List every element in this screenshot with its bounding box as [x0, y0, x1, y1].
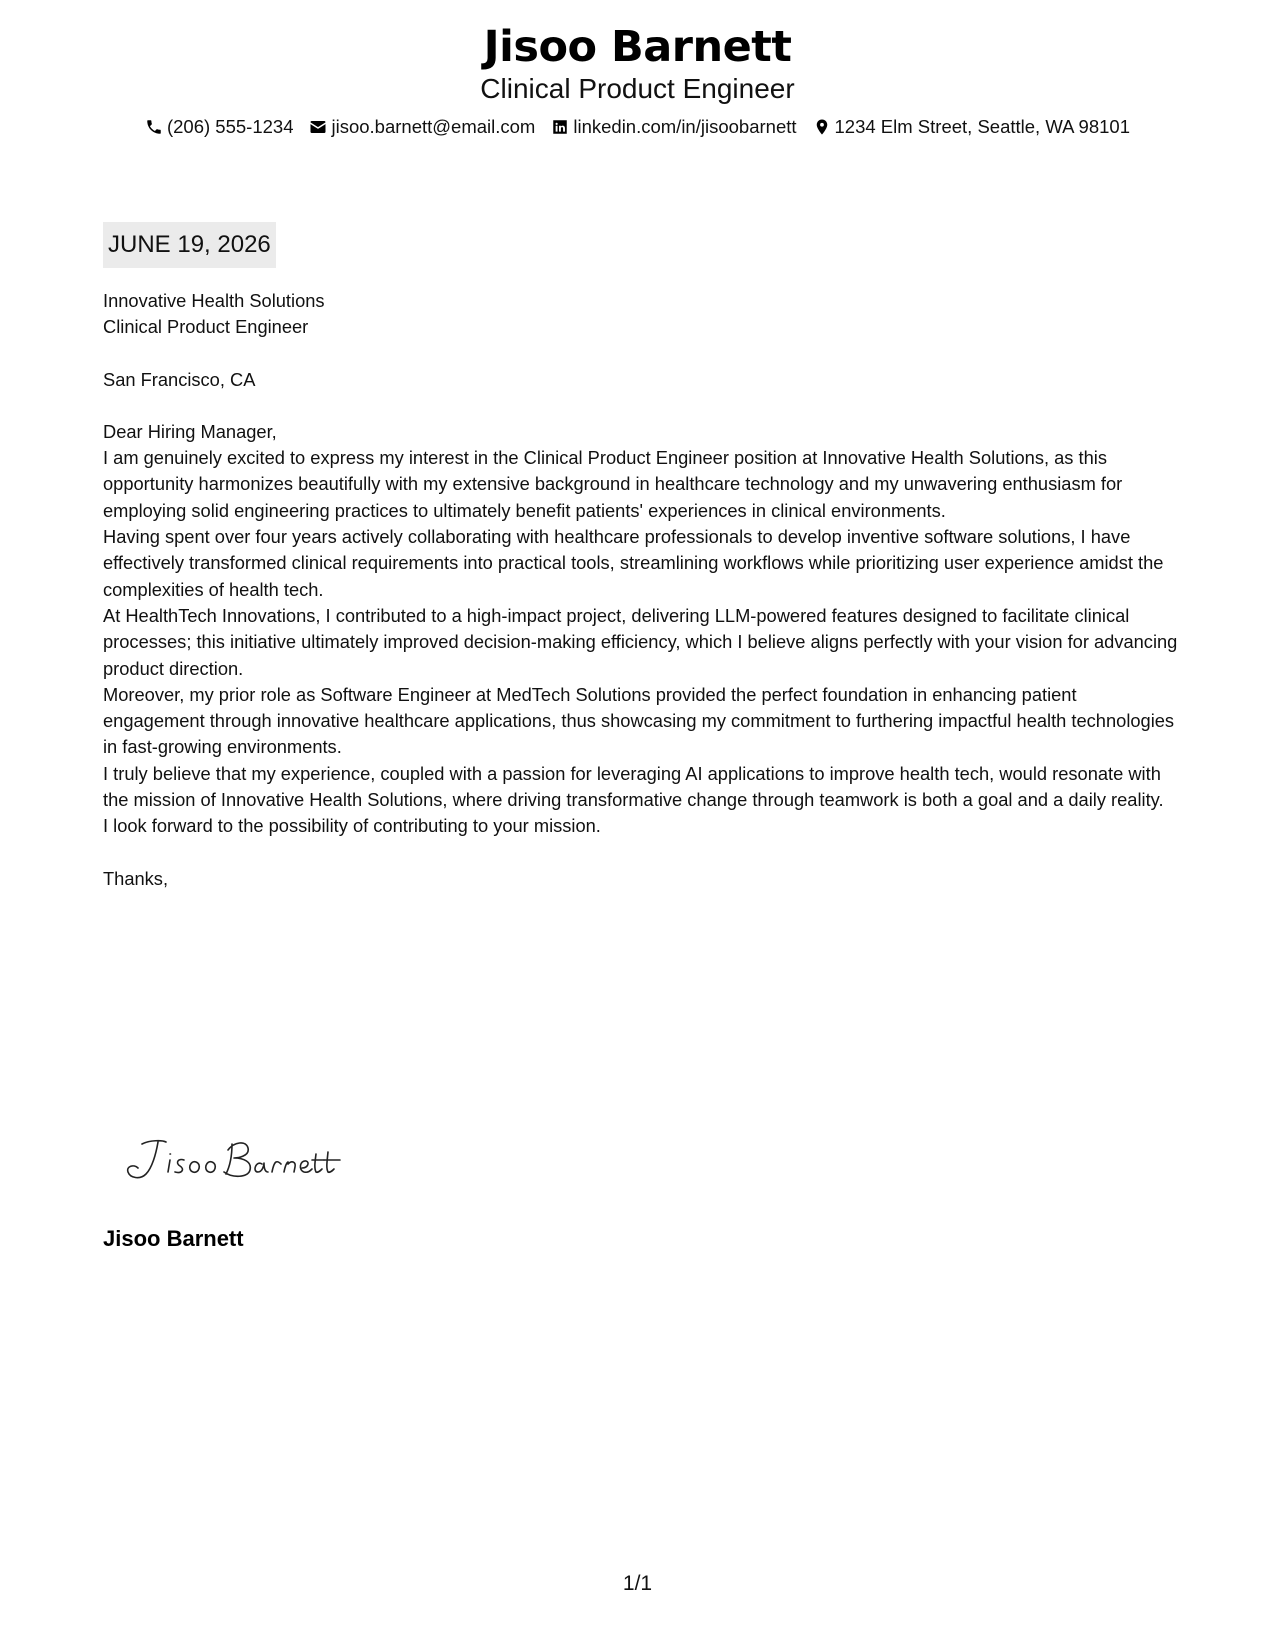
recipient-position: Clinical Product Engineer [103, 316, 309, 338]
contact-info [0, 114, 1275, 140]
contact-linkedin [551, 114, 796, 140]
contact-phone [145, 114, 294, 140]
contact-email [309, 114, 535, 140]
phone-icon [145, 118, 163, 136]
envelope-icon [309, 118, 327, 136]
phone-number: (206) 555-1234 [166, 116, 294, 137]
recipient-company: Innovative Health Solutions [103, 290, 325, 311]
paragraph: Having spent over four years actively collaborating with healthcare professionals to develop inventive software solutions, I have effectively transformed clinical requirements into practical tools, streamlining workflows while prioritizing user experience amidst the complexities of health tech. [103, 526, 1164, 600]
street-address: 1234 Elm Street, Seattle, WA 98101 [834, 116, 1131, 137]
contact-address [813, 114, 1131, 140]
linkedin-icon [551, 118, 569, 136]
paragraph: Moreover, my prior role as Software Engineer at MedTech Solutions provided the perfect foundation in enhancing patient engagement through innovative healthcare applications, thus showcasing my commitment to furthering impactful health technologies in fast-growing environments. [103, 683, 1175, 758]
page-indicator: 1/1 [622, 1572, 653, 1595]
applicant-name: Jisoo Barnett [483, 22, 792, 72]
paragraph: I look forward to the possibility of contributing to your mission. [103, 815, 601, 837]
paragraph: I truly believe that my experience, coupled with a passion for leveraging AI applications to improve health tech, would resonate with the mission of Innovative Health Solutions, where driving transformative change through teamwork is both a goal and a daily reality. [103, 762, 1164, 811]
closing: Thanks, [103, 867, 169, 889]
handwritten-signature [120, 1130, 350, 1190]
paragraph: I am genuinely excited to express my interest in the Clinical Product Engineer position at Innovative Health Solutions, as this opportunity harmonizes beautifully with my extensive background in healthcare technology and my unwavering enthusiasm for employing solid engineering practices to ultimately benefit patients' experiences in clinical environments. [103, 447, 1123, 521]
map-pin-icon [813, 118, 831, 136]
email-address: jisoo.barnett@email.com [331, 116, 536, 137]
linkedin-url: linkedin.com/in/jisoobarnett [573, 116, 797, 137]
letter-body [103, 288, 1178, 892]
recipient-block [103, 288, 1178, 393]
letter-header [0, 22, 1275, 140]
applicant-role: Clinical Product Engineer [480, 73, 795, 104]
paragraph: At HealthTech Innovations, I contributed to a high-impact project, delivering LLM-powered features designed to facilitate clinical processes; this initiative ultimately improved decision-making efficiency, which I believe aligns perfectly with your vision for advancing product direction. [103, 604, 1178, 679]
signer-name: Jisoo Barnett [103, 1226, 244, 1251]
letter-date: JUNE 19, 2026 [103, 222, 276, 268]
recipient-location: San Francisco, CA [103, 368, 256, 390]
greeting: Dear Hiring Manager, [103, 420, 277, 442]
